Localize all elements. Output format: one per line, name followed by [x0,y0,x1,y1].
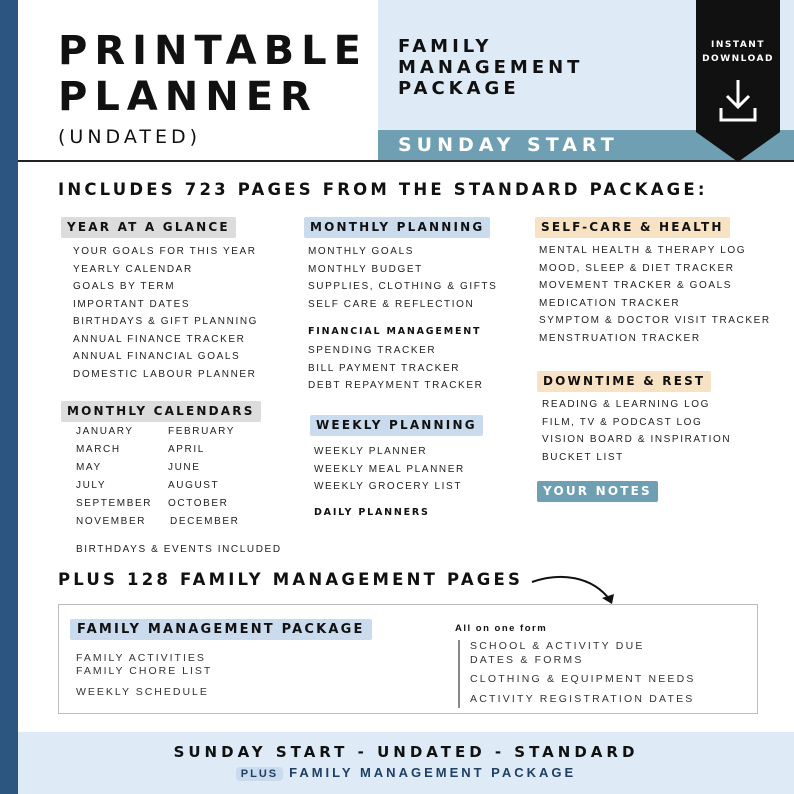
family-management-list [76,652,212,678]
list-item: SYMPTOM & DOCTOR VISIT TRACKER [539,315,771,326]
list-item: BUCKET LIST [542,451,624,463]
list-item [470,640,696,667]
plus-family-heading: PLUS 128 FAMILY MANAGEMENT PAGES [58,570,524,589]
list-item: MENTAL HEALTH & THERAPY LOG [539,245,747,256]
year-at-a-glance-label: YEAR AT A GLANCE [61,217,236,238]
self-care-health-list [539,242,771,347]
planner-title [58,28,368,148]
badge-line-1: INSTANT [711,40,765,50]
list-item: YEARLY CALENDAR [73,263,193,275]
month-item: JULY [76,480,107,491]
birthdays-events-note: BIRTHDAYS & EVENTS INCLUDED [76,544,282,555]
list-item: BILL PAYMENT TRACKER [308,362,461,374]
list-item: SUPPLIES, CLOTHING & GIFTS [308,281,498,292]
list-item: YOUR GOALS FOR THIS YEAR [73,246,257,257]
footer-main-text: SUNDAY START - UNDATED - STANDARD [173,743,639,761]
list-item: FILM, TV & PODCAST LOG [542,416,703,428]
list-item: WEEKLY SCHEDULE [76,686,209,698]
month-item: APRIL [168,444,205,455]
financial-management-label: FINANCIAL MANAGEMENT [308,326,482,337]
list-item: SELF CARE & REFLECTION [308,298,475,310]
package-title [398,36,583,99]
weekly-planning-list [314,443,465,496]
list-item: CLOTHING & EQUIPMENT NEEDS [470,673,696,685]
list-item: WEEKLY PLANNER [314,446,428,457]
list-item: DOMESTIC LABOUR PLANNER [73,368,257,380]
month-item: MARCH [76,444,121,455]
all-on-one-form-label: All on one form [455,623,548,634]
list-item: MENSTRUATION TRACKER [539,332,701,344]
form-bracket [458,640,460,708]
includes-heading: INCLUDES 723 PAGES FROM THE STANDARD PACKAGE: [58,180,708,199]
left-accent-bar [0,0,18,794]
month-item: FEBRUARY [168,426,236,437]
list-item: MEDICATION TRACKER [539,297,681,309]
download-icon [718,78,758,124]
downtime-rest-list [542,396,731,466]
list-item: BIRTHDAYS & GIFT PLANNING [73,316,259,327]
badge-line-2: DOWNLOAD [702,54,774,64]
plus-badge: PLUS [236,767,283,781]
footer-sub-text [18,765,794,781]
weekly-schedule-list [76,686,209,699]
list-item: MOVEMENT TRACKER & GOALS [539,280,733,291]
footer-package-name: FAMILY MANAGEMENT PACKAGE [289,765,577,780]
your-notes-label: YOUR NOTES [537,481,658,502]
header-divider [18,160,794,162]
curved-arrow-icon [530,572,620,608]
list-item: VISION BOARD & INSPIRATION [542,434,732,445]
package-line-2: MANAGEMENT [398,57,584,78]
list-item: ANNUAL FINANCE TRACKER [73,333,246,345]
title-line-2: PLANNER [58,74,318,120]
footer-banner [18,732,794,794]
self-care-health-label: SELF-CARE & HEALTH [535,217,730,238]
list-item: MONTHLY GOALS [308,246,415,257]
list-item: READING & LEARNING LOG [542,399,711,410]
package-line-3: PACKAGE [398,78,520,99]
month-item: OCTOBER [168,498,229,509]
monthly-planning-list [308,243,497,313]
month-item: NOVEMBER [76,516,147,527]
weekly-planning-label: WEEKLY PLANNING [310,415,483,436]
list-item: MOOD, SLEEP & DIET TRACKER [539,262,735,274]
list-item: DEBT REPAYMENT TRACKER [308,380,484,391]
year-at-a-glance-list [73,243,258,383]
list-item: IMPORTANT DATES [73,298,191,310]
instant-download-text [696,38,780,66]
form-line-1: SCHOOL & ACTIVITY DUE [470,640,645,652]
package-line-1: FAMILY [398,36,493,57]
list-item: ACTIVITY REGISTRATION DATES [470,692,695,705]
monthly-calendars-label: MONTHLY CALENDARS [61,401,261,422]
form-items-list [470,640,696,712]
monthly-planning-label: MONTHLY PLANNING [304,217,490,238]
month-item: JUNE [168,462,201,473]
form-line-2: DATES & FORMS [470,653,584,666]
list-item: FAMILY ACTIVITIES [76,652,206,664]
list-item: SPENDING TRACKER [308,345,437,356]
downtime-rest-label: DOWNTIME & REST [537,371,711,392]
month-item: AUGUST [168,480,220,491]
month-item: DECEMBER [170,516,240,527]
list-item: FAMILY CHORE LIST [76,665,213,677]
month-item: MAY [76,462,102,473]
list-item: ANNUAL FINANCIAL GOALS [73,351,241,362]
month-item: SEPTEMBER [76,498,153,509]
list-item: MONTHLY BUDGET [308,263,423,275]
title-line-1: PRINTABLE [58,28,368,74]
family-management-package-label: FAMILY MANAGEMENT PACKAGE [70,619,372,640]
financial-management-list [308,342,483,395]
daily-planners-label: DAILY PLANNERS [314,507,430,518]
list-item: WEEKLY MEAL PLANNER [314,463,465,475]
title-subtitle: (UNDATED) [58,126,202,148]
list-item: WEEKLY GROCERY LIST [314,481,463,492]
month-item: JANUARY [76,426,134,437]
sunday-start-label: SUNDAY START [398,134,619,156]
list-item: GOALS BY TERM [73,281,176,292]
